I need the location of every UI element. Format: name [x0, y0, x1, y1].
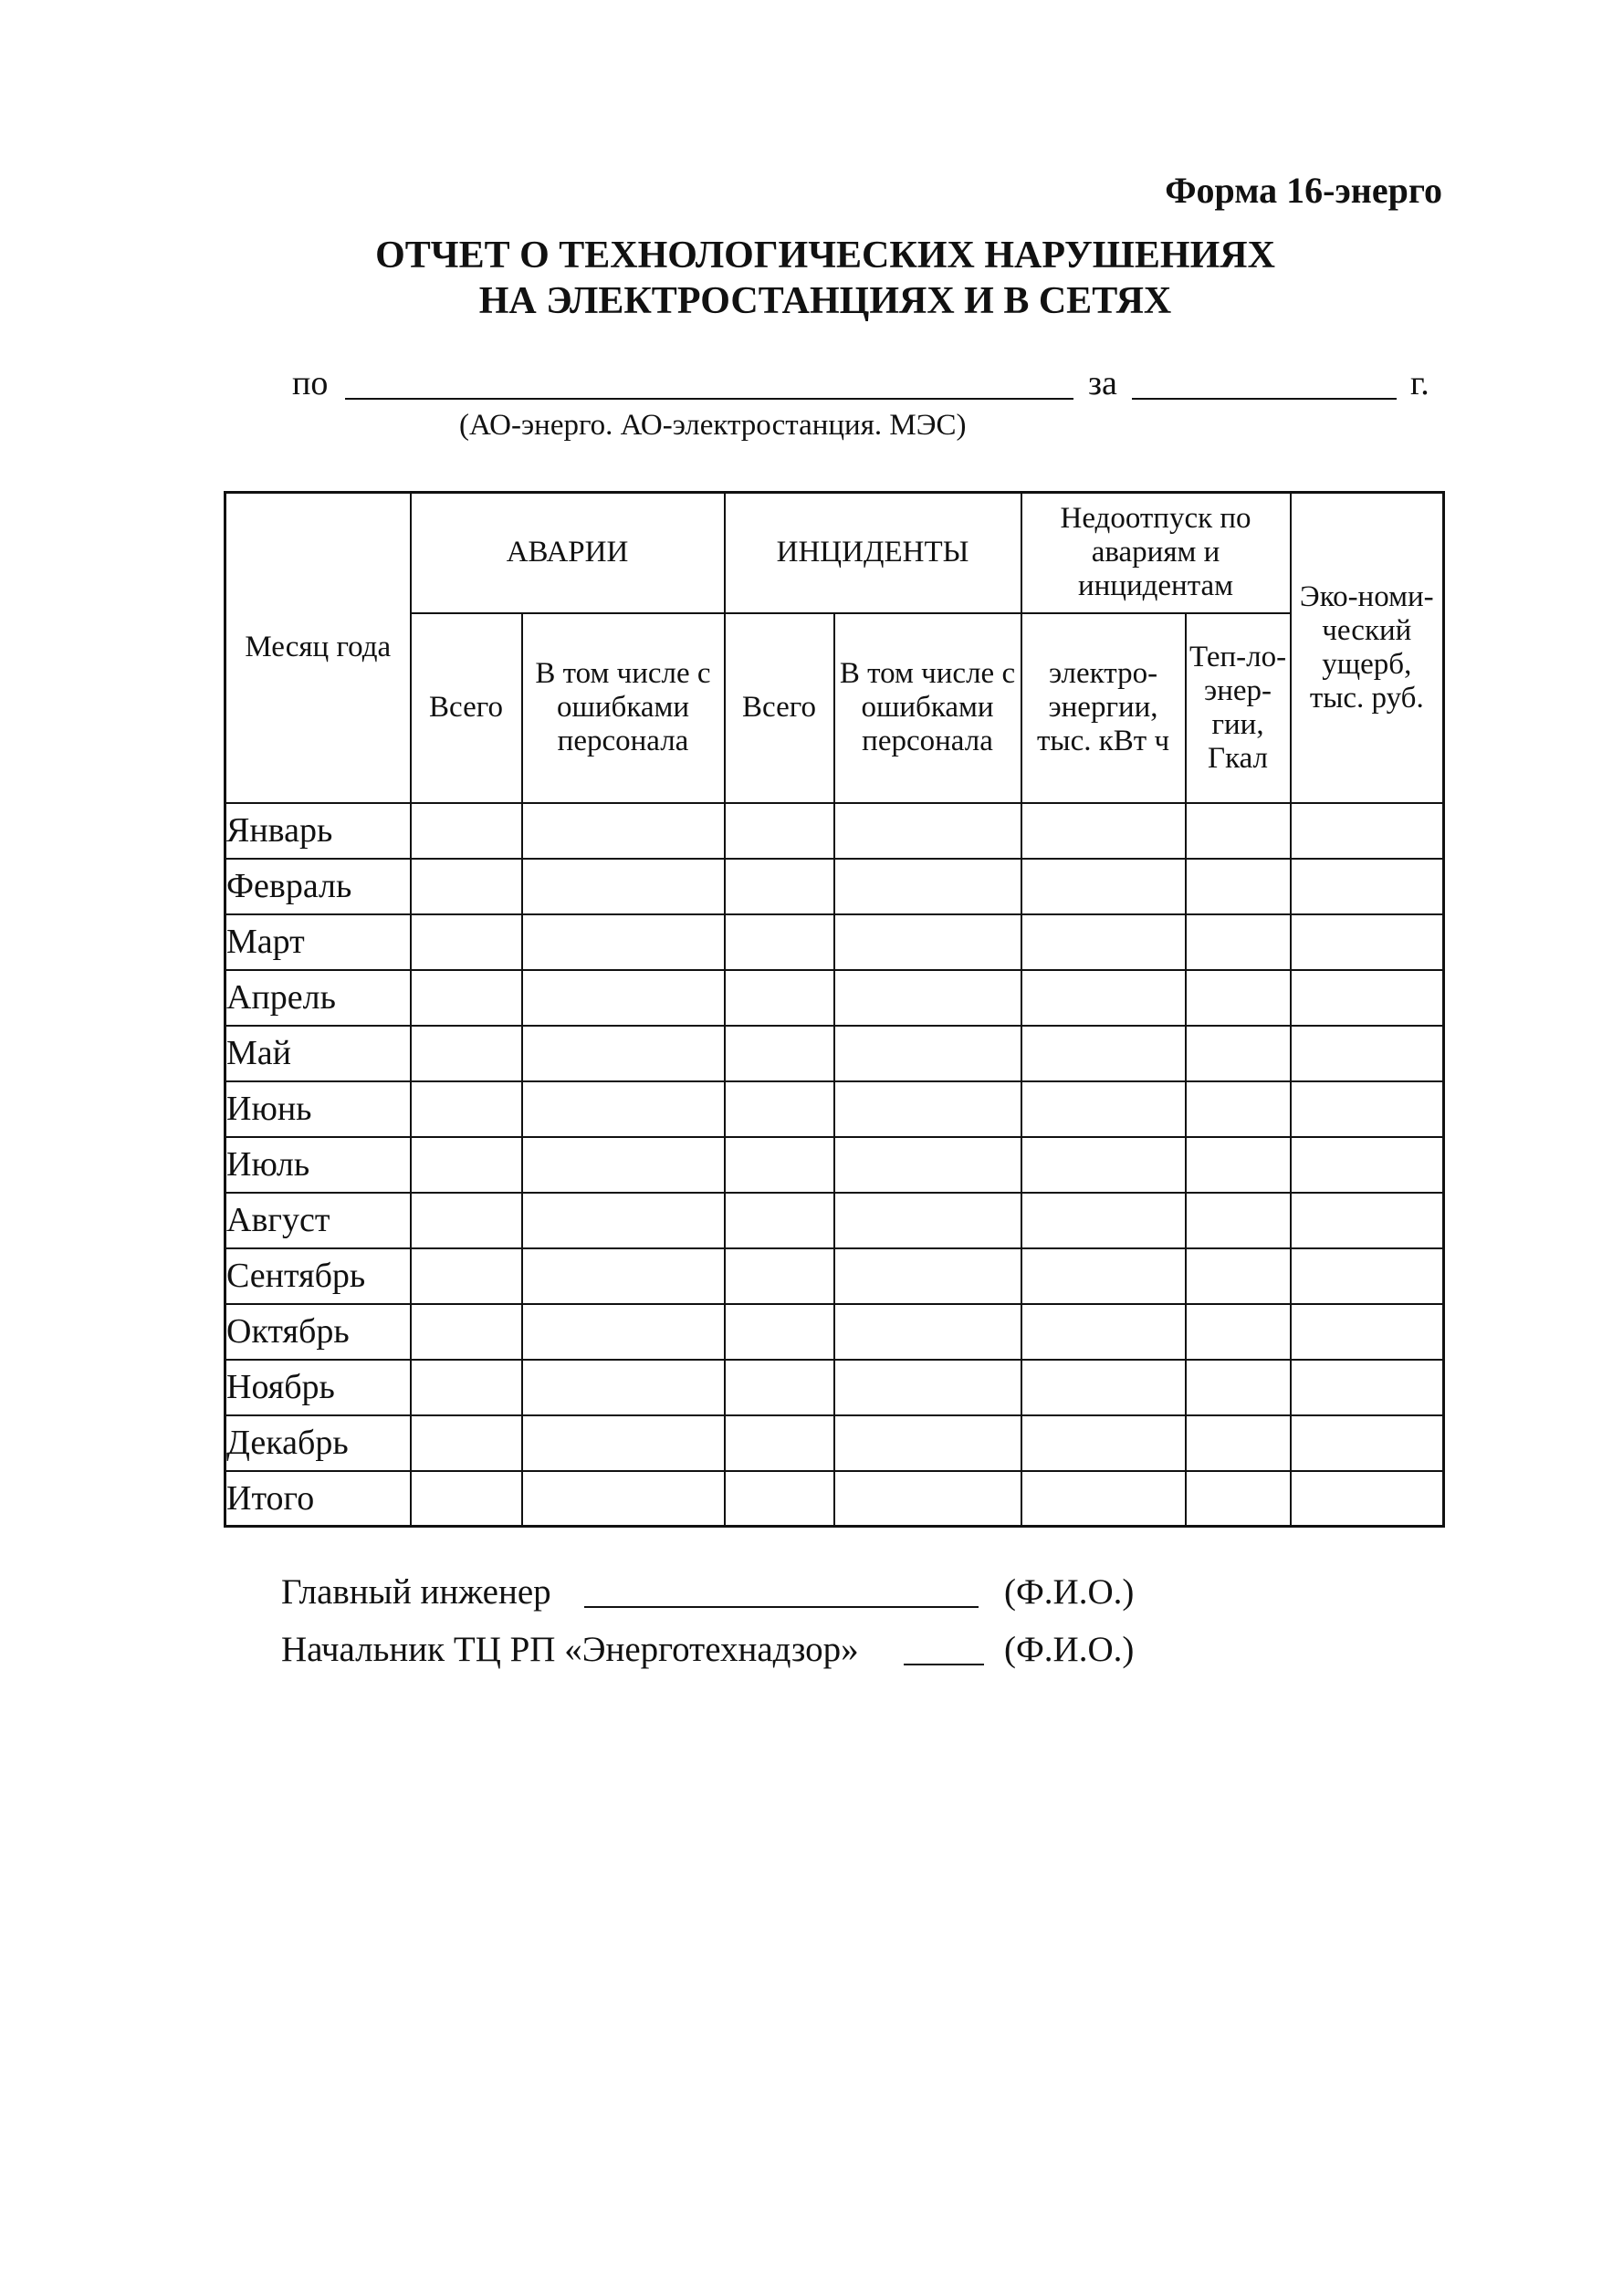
chief-engineer-label: Главный инженер	[281, 1572, 551, 1612]
economic-damage-cell[interactable]	[1291, 970, 1444, 1026]
table-row	[225, 1026, 1444, 1081]
report-title	[0, 233, 1623, 324]
chief-engineer-signature-field[interactable]	[584, 1571, 979, 1608]
accidents-personnel-cell[interactable]	[522, 1137, 725, 1193]
incidents-personnel-cell[interactable]	[834, 1471, 1021, 1527]
month-cell: Итого	[225, 1471, 411, 1527]
incidents-total-cell[interactable]	[725, 1248, 834, 1304]
incidents-personnel-cell[interactable]	[834, 1415, 1021, 1471]
accidents-total-cell[interactable]	[411, 1415, 522, 1471]
incidents-personnel-cell[interactable]	[834, 1137, 1021, 1193]
incidents-header: ИНЦИДЕНТЫ	[725, 493, 1021, 613]
electric-undersupply-cell[interactable]	[1021, 803, 1186, 859]
table-row	[225, 1248, 1444, 1304]
economic-damage-cell[interactable]	[1291, 803, 1444, 859]
table-row	[225, 914, 1444, 970]
economic-damage-cell[interactable]	[1291, 1026, 1444, 1081]
month-cell: Октябрь	[225, 1304, 411, 1360]
incidents-personnel-cell[interactable]	[834, 803, 1021, 859]
accidents-personnel-cell[interactable]	[522, 859, 725, 914]
year-field[interactable]	[1132, 363, 1397, 400]
incidents-total-cell[interactable]	[725, 1026, 834, 1081]
form-number: Форма 16-энерго	[1165, 170, 1442, 211]
accidents-personnel-cell[interactable]	[522, 1248, 725, 1304]
economic-damage-cell[interactable]	[1291, 1248, 1444, 1304]
incidents-personnel-cell[interactable]	[834, 859, 1021, 914]
accidents-total-cell[interactable]	[411, 1360, 522, 1415]
heat-undersupply-cell[interactable]	[1186, 1026, 1291, 1081]
year-suffix: г.	[1410, 364, 1429, 402]
electric-undersupply-cell[interactable]	[1021, 1415, 1186, 1471]
electric-undersupply-cell[interactable]	[1021, 1304, 1186, 1360]
electric-undersupply-cell[interactable]	[1021, 1471, 1186, 1527]
month-column-header: Месяц года	[225, 493, 411, 803]
chief-engineer-name-placeholder: (Ф.И.О.)	[1004, 1572, 1135, 1612]
table-row	[225, 1415, 1444, 1471]
month-cell: Март	[225, 914, 411, 970]
electric-undersupply-cell[interactable]	[1021, 1026, 1186, 1081]
table-row	[225, 1304, 1444, 1360]
incidents-personnel-cell[interactable]	[834, 970, 1021, 1026]
accidents-total-cell[interactable]	[411, 1081, 522, 1137]
electric-undersupply-cell[interactable]	[1021, 1360, 1186, 1415]
electric-undersupply-cell[interactable]	[1021, 1248, 1186, 1304]
electric-undersupply-cell[interactable]	[1021, 914, 1186, 970]
accidents-personnel-cell[interactable]	[522, 914, 725, 970]
incidents-total-cell[interactable]	[725, 1304, 834, 1360]
accidents-personnel-cell[interactable]	[522, 1415, 725, 1471]
heat-undersupply-cell[interactable]	[1186, 970, 1291, 1026]
incidents-total-cell[interactable]	[725, 1360, 834, 1415]
month-cell: Сентябрь	[225, 1248, 411, 1304]
economic-damage-cell[interactable]	[1291, 859, 1444, 914]
month-cell: Июль	[225, 1137, 411, 1193]
accidents-total-cell[interactable]	[411, 1304, 522, 1360]
incidents-personnel-header: В том числе с ошибками персонала	[834, 613, 1021, 803]
accidents-total-cell[interactable]	[411, 1137, 522, 1193]
electric-undersupply-cell[interactable]	[1021, 970, 1186, 1026]
electric-undersupply-cell[interactable]	[1021, 1081, 1186, 1137]
supervisor-label: Начальник ТЦ РП «Энерготехнадзор»	[281, 1630, 859, 1669]
economic-damage-cell[interactable]	[1291, 1137, 1444, 1193]
table-row	[225, 1193, 1444, 1248]
month-cell: Апрель	[225, 970, 411, 1026]
incidents-total-cell[interactable]	[725, 1137, 834, 1193]
incidents-personnel-cell[interactable]	[834, 1360, 1021, 1415]
heat-undersupply-cell[interactable]	[1186, 1081, 1291, 1137]
incidents-total-cell[interactable]	[725, 859, 834, 914]
heat-undersupply-cell[interactable]	[1186, 1415, 1291, 1471]
economic-damage-cell[interactable]	[1291, 1360, 1444, 1415]
economic-damage-header: Эко-номи-ческий ущерб, тыс. руб.	[1291, 493, 1444, 803]
za-label: за	[1088, 364, 1117, 402]
report-title-line-1: ОТЧЕТ О ТЕХНОЛОГИЧЕСКИХ НАРУШЕНИЯХ	[375, 235, 1275, 277]
table-row	[225, 1081, 1444, 1137]
accidents-personnel-cell[interactable]	[522, 1026, 725, 1081]
incidents-total-cell[interactable]	[725, 1081, 834, 1137]
month-cell: Август	[225, 1193, 411, 1248]
incidents-total-cell[interactable]	[725, 1415, 834, 1471]
heat-undersupply-cell[interactable]	[1186, 914, 1291, 970]
incidents-personnel-cell[interactable]	[834, 1304, 1021, 1360]
accidents-total-cell[interactable]	[411, 1193, 522, 1248]
organization-field[interactable]	[345, 363, 1073, 400]
accidents-personnel-header: В том числе с ошибками персонала	[522, 613, 725, 803]
electric-undersupply-cell[interactable]	[1021, 1193, 1186, 1248]
incidents-total-header: Всего	[725, 613, 834, 803]
incidents-personnel-cell[interactable]	[834, 1193, 1021, 1248]
heat-undersupply-cell[interactable]	[1186, 1304, 1291, 1360]
heat-undersupply-cell[interactable]	[1186, 803, 1291, 859]
accidents-personnel-cell[interactable]	[522, 1471, 725, 1527]
month-cell: Февраль	[225, 859, 411, 914]
month-cell: Январь	[225, 803, 411, 859]
table-row	[225, 859, 1444, 914]
table-row	[225, 803, 1444, 859]
accidents-total-cell[interactable]	[411, 859, 522, 914]
economic-damage-cell[interactable]	[1291, 1193, 1444, 1248]
report-meta-line	[292, 363, 1433, 407]
economic-damage-cell[interactable]	[1291, 1415, 1444, 1471]
incidents-total-cell[interactable]	[725, 1193, 834, 1248]
undersupply-header: Недоотпуск по авариям и инцидентам	[1021, 493, 1291, 613]
accidents-header: АВАРИИ	[411, 493, 725, 613]
month-cell: Декабрь	[225, 1415, 411, 1471]
heat-undersupply-cell[interactable]	[1186, 1471, 1291, 1527]
heat-undersupply-cell[interactable]	[1186, 1248, 1291, 1304]
economic-damage-cell[interactable]	[1291, 1304, 1444, 1360]
electric-energy-header: электро-энергии, тыс. кВт ч	[1021, 613, 1186, 803]
table-row	[225, 1471, 1444, 1527]
incidents-personnel-cell[interactable]	[834, 1248, 1021, 1304]
accidents-personnel-cell[interactable]	[522, 1304, 725, 1360]
month-cell: Май	[225, 1026, 411, 1081]
supervisor-name-placeholder: (Ф.И.О.)	[1004, 1630, 1135, 1669]
heat-undersupply-cell[interactable]	[1186, 1137, 1291, 1193]
month-cell: Ноябрь	[225, 1360, 411, 1415]
accidents-total-cell[interactable]	[411, 803, 522, 859]
month-cell: Июнь	[225, 1081, 411, 1137]
economic-damage-cell[interactable]	[1291, 914, 1444, 970]
heat-energy-header: Теп-ло-энер-гии, Гкал	[1186, 613, 1291, 803]
incidents-total-cell[interactable]	[725, 914, 834, 970]
incidents-total-cell[interactable]	[725, 970, 834, 1026]
heat-undersupply-cell[interactable]	[1186, 1360, 1291, 1415]
accidents-personnel-cell[interactable]	[522, 1081, 725, 1137]
incidents-personnel-cell[interactable]	[834, 914, 1021, 970]
report-table-body	[225, 803, 1444, 1527]
accidents-personnel-cell[interactable]	[522, 1193, 725, 1248]
accidents-total-cell[interactable]	[411, 1026, 522, 1081]
table-row	[225, 970, 1444, 1026]
accidents-total-cell[interactable]	[411, 914, 522, 970]
incidents-personnel-cell[interactable]	[834, 1081, 1021, 1137]
electric-undersupply-cell[interactable]	[1021, 1137, 1186, 1193]
incidents-personnel-cell[interactable]	[834, 1026, 1021, 1081]
heat-undersupply-cell[interactable]	[1186, 859, 1291, 914]
supervisor-signature-field[interactable]	[904, 1629, 984, 1665]
accidents-total-cell[interactable]	[411, 970, 522, 1026]
incidents-total-cell[interactable]	[725, 1471, 834, 1527]
report-title-line-2: НА ЭЛЕКТРОСТАНЦИЯХ И В СЕТЯХ	[478, 280, 1172, 322]
table-row	[225, 1360, 1444, 1415]
accidents-total-cell[interactable]	[411, 1248, 522, 1304]
electric-undersupply-cell[interactable]	[1021, 859, 1186, 914]
table-row	[225, 1137, 1444, 1193]
accidents-total-header: Всего	[411, 613, 522, 803]
heat-undersupply-cell[interactable]	[1186, 1193, 1291, 1248]
po-label: по	[292, 364, 329, 402]
incidents-total-cell[interactable]	[725, 803, 834, 859]
accidents-personnel-cell[interactable]	[522, 803, 725, 859]
economic-damage-cell[interactable]	[1291, 1081, 1444, 1137]
accidents-personnel-cell[interactable]	[522, 1360, 725, 1415]
report-table	[224, 491, 1445, 1528]
accidents-personnel-cell[interactable]	[522, 970, 725, 1026]
economic-damage-cell[interactable]	[1291, 1471, 1444, 1527]
accidents-total-cell[interactable]	[411, 1471, 522, 1527]
organization-caption: (АО-энерго. АО-электростанция. МЭС)	[459, 409, 967, 442]
